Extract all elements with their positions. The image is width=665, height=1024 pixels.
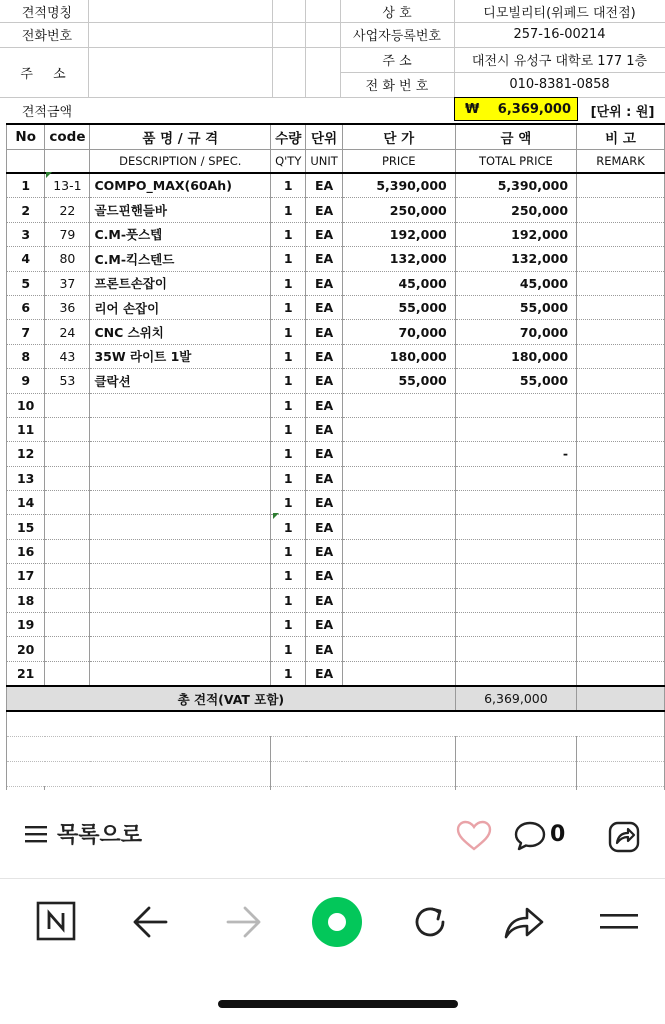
table-row — [7, 247, 665, 271]
blank-cell — [7, 737, 271, 762]
blank-cell — [577, 737, 665, 762]
row-qty: 1 — [271, 344, 306, 368]
currency-symbol: ₩ — [465, 101, 480, 117]
col-price: 단 가 — [342, 124, 455, 150]
row-qty: 1 — [271, 515, 306, 539]
label-business-number: 사업자등록번호 — [353, 29, 441, 44]
app-bottom-area — [0, 790, 665, 1024]
company-address: 대전시 유성구 대학로 177 1층 — [471, 54, 648, 69]
row-code: 22 — [45, 198, 90, 222]
row-price: 55,000 — [342, 369, 455, 393]
row-description — [90, 613, 271, 637]
row-total: 192,000 — [455, 222, 576, 246]
col-code-en — [45, 150, 90, 174]
row-number: 10 — [7, 393, 45, 417]
total-value: 6,369,000 — [455, 686, 576, 711]
row-unit: EA — [306, 637, 342, 661]
estimate-table — [6, 123, 665, 790]
row-description — [90, 564, 271, 588]
col-price-en: PRICE — [342, 150, 455, 174]
row-qty: 1 — [271, 222, 306, 246]
row-number: 14 — [7, 491, 45, 515]
row-code: 43 — [45, 344, 90, 368]
col-unit: 단위 — [306, 124, 342, 150]
row-description — [90, 661, 271, 686]
row-qty: 1 — [271, 661, 306, 686]
comment-count: 0 — [550, 822, 566, 847]
row-number: 8 — [7, 344, 45, 368]
row-price — [342, 491, 455, 515]
row-qty: 1 — [271, 588, 306, 612]
row-price — [342, 661, 455, 686]
blank-cell — [455, 737, 576, 762]
row-price: 192,000 — [342, 222, 455, 246]
row-number: 3 — [7, 222, 45, 246]
row-price: 180,000 — [342, 344, 455, 368]
row-qty: 1 — [271, 442, 306, 466]
row-code — [45, 539, 90, 563]
row-number: 20 — [7, 637, 45, 661]
row-unit: EA — [306, 369, 342, 393]
row-total — [455, 588, 576, 612]
row-description: C.M-킥스텐드 — [90, 247, 271, 271]
table-row — [7, 637, 665, 661]
row-qty: 1 — [271, 613, 306, 637]
table-row — [7, 588, 665, 612]
row-total — [455, 564, 576, 588]
row-number: 19 — [7, 613, 45, 637]
row-number: 13 — [7, 466, 45, 490]
table-row — [7, 539, 665, 563]
col-no: No — [7, 124, 45, 150]
row-code — [45, 515, 90, 539]
row-code: 80 — [45, 247, 90, 271]
row-unit: EA — [306, 442, 342, 466]
table-row — [7, 295, 665, 319]
col-no-en — [7, 150, 45, 174]
row-price: 250,000 — [342, 198, 455, 222]
row-code — [45, 491, 90, 515]
cell-comment-marker — [46, 172, 52, 178]
estimate-amount-box — [454, 97, 578, 121]
row-qty: 1 — [271, 539, 306, 563]
row-qty: 1 — [271, 198, 306, 222]
col-remark: 비 고 — [577, 124, 665, 150]
col-remark-en: REMARK — [577, 150, 665, 174]
row-qty: 1 — [271, 295, 306, 319]
row-description: 리어 손잡이 — [90, 295, 271, 319]
row-remark — [577, 247, 665, 271]
back-arrow-icon[interactable] — [132, 905, 168, 939]
row-code — [45, 588, 90, 612]
row-unit: EA — [306, 466, 342, 490]
home-circle-icon[interactable] — [311, 896, 363, 948]
blank-cell — [271, 762, 456, 787]
row-unit: EA — [306, 295, 342, 319]
row-qty: 1 — [271, 320, 306, 344]
row-total: 5,390,000 — [455, 173, 576, 198]
row-description: C.M-풋스텝 — [90, 222, 271, 246]
row-price — [342, 539, 455, 563]
row-code — [45, 442, 90, 466]
col-total-en: TOTAL PRICE — [455, 150, 576, 174]
row-code: 53 — [45, 369, 90, 393]
row-remark — [577, 442, 665, 466]
row-remark — [577, 198, 665, 222]
row-price — [342, 637, 455, 661]
company-phone: 010-8381-0858 — [509, 77, 610, 92]
row-total: 45,000 — [455, 271, 576, 295]
row-unit: EA — [306, 320, 342, 344]
row-total: 55,000 — [455, 369, 576, 393]
table-row — [7, 271, 665, 295]
row-remark — [577, 588, 665, 612]
row-total — [455, 515, 576, 539]
row-code: 24 — [45, 320, 90, 344]
row-unit: EA — [306, 588, 342, 612]
table-row — [7, 417, 665, 441]
row-unit: EA — [306, 393, 342, 417]
table-row — [7, 344, 665, 368]
blank-cell — [577, 762, 665, 787]
row-unit: EA — [306, 564, 342, 588]
row-price — [342, 393, 455, 417]
total-row — [7, 686, 665, 711]
row-unit: EA — [306, 661, 342, 686]
table-row — [7, 198, 665, 222]
row-number: 1 — [7, 173, 45, 198]
row-total: 250,000 — [455, 198, 576, 222]
comment-icon[interactable] — [513, 820, 547, 852]
row-qty: 1 — [271, 491, 306, 515]
table-row — [7, 442, 665, 466]
row-total — [455, 466, 576, 490]
table-row — [7, 173, 665, 198]
label-company: 상 호 — [382, 5, 412, 21]
row-total — [455, 417, 576, 441]
row-remark — [577, 515, 665, 539]
row-total — [455, 613, 576, 637]
row-number: 21 — [7, 661, 45, 686]
row-total: 132,000 — [455, 247, 576, 271]
row-qty: 1 — [271, 417, 306, 441]
refresh-icon[interactable] — [410, 902, 450, 942]
menu-icon — [25, 825, 47, 843]
row-remark — [577, 491, 665, 515]
row-price — [342, 564, 455, 588]
row-unit: EA — [306, 173, 342, 198]
row-total — [455, 539, 576, 563]
col-qty-en: Q'TY — [271, 150, 306, 174]
row-code: 37 — [45, 271, 90, 295]
table-row — [7, 661, 665, 686]
row-remark — [577, 539, 665, 563]
table-row — [7, 491, 665, 515]
blank-cell — [7, 711, 665, 737]
blank-cell — [455, 762, 576, 787]
row-price — [342, 466, 455, 490]
col-qty: 수량 — [271, 124, 306, 150]
row-total: 180,000 — [455, 344, 576, 368]
total-remark — [577, 686, 665, 711]
row-total — [455, 491, 576, 515]
post-toolbar — [0, 790, 665, 879]
estimate-amount-value: 6,369,000 — [497, 101, 571, 117]
row-description: COMPO_MAX(60Ah) — [90, 173, 271, 198]
row-remark — [577, 637, 665, 661]
home-indicator[interactable] — [218, 1000, 458, 1008]
row-unit: EA — [306, 515, 342, 539]
row-number: 2 — [7, 198, 45, 222]
row-remark — [577, 295, 665, 319]
row-description — [90, 588, 271, 612]
forward-arrow-icon[interactable] — [226, 905, 262, 939]
estimate-header — [0, 0, 665, 123]
table-row — [7, 466, 665, 490]
row-total — [455, 393, 576, 417]
unit-note: [단위 : 원] — [590, 104, 655, 120]
row-remark — [577, 369, 665, 393]
share-icon[interactable] — [607, 820, 641, 854]
label-estimate-amount: 견적금액 — [21, 104, 73, 120]
col-unit-en: UNIT — [306, 150, 342, 174]
row-price — [342, 442, 455, 466]
row-description — [90, 539, 271, 563]
row-code: 79 — [45, 222, 90, 246]
row-qty: 1 — [271, 271, 306, 295]
row-description — [90, 393, 271, 417]
naver-n-icon[interactable] — [36, 901, 76, 941]
row-code — [45, 393, 90, 417]
row-total — [455, 661, 576, 686]
row-number: 12 — [7, 442, 45, 466]
row-unit: EA — [306, 491, 342, 515]
row-code — [45, 564, 90, 588]
row-total — [455, 637, 576, 661]
row-number: 16 — [7, 539, 45, 563]
row-qty: 1 — [271, 466, 306, 490]
row-code — [45, 417, 90, 441]
table-header-kr — [7, 124, 665, 150]
row-remark — [577, 613, 665, 637]
row-number: 7 — [7, 320, 45, 344]
row-description — [90, 417, 271, 441]
row-description — [90, 515, 271, 539]
row-qty: 1 — [271, 564, 306, 588]
row-price: 5,390,000 — [342, 173, 455, 198]
table-header-en — [7, 150, 665, 174]
row-number: 17 — [7, 564, 45, 588]
table-row — [7, 613, 665, 637]
hamburger-icon[interactable] — [600, 912, 638, 932]
table-row — [7, 564, 665, 588]
row-description — [90, 637, 271, 661]
row-unit: EA — [306, 613, 342, 637]
row-qty: 1 — [271, 369, 306, 393]
row-total: 55,000 — [455, 295, 576, 319]
label-company-phone: 전 화 번 호 — [365, 79, 429, 94]
row-price — [342, 613, 455, 637]
row-remark — [577, 320, 665, 344]
col-description: 품 명 / 규 격 — [90, 124, 271, 150]
row-qty: 1 — [271, 173, 306, 198]
row-price — [342, 515, 455, 539]
blank-row — [7, 737, 665, 762]
row-code — [45, 661, 90, 686]
total-label: 총 견적(VAT 포함) — [7, 686, 456, 711]
label-estimate-name: 견적명칭 — [21, 5, 73, 21]
row-qty: 1 — [271, 393, 306, 417]
row-description — [90, 442, 271, 466]
row-code — [45, 613, 90, 637]
table-row — [7, 222, 665, 246]
row-price: 55,000 — [342, 295, 455, 319]
row-description: CNC 스위치 — [90, 320, 271, 344]
label-address: 주 소 — [20, 66, 74, 82]
business-number: 257-16-00214 — [513, 27, 606, 42]
row-remark — [577, 173, 665, 198]
row-description: 프론트손잡이 — [90, 271, 271, 295]
row-qty: 1 — [271, 247, 306, 271]
row-description — [90, 491, 271, 515]
label-company-address: 주 소 — [382, 54, 412, 69]
row-remark — [577, 222, 665, 246]
row-number: 18 — [7, 588, 45, 612]
row-code — [45, 466, 90, 490]
heart-icon[interactable] — [456, 820, 492, 852]
row-qty: 1 — [271, 637, 306, 661]
row-number: 6 — [7, 295, 45, 319]
col-description-en: DESCRIPTION / SPEC. — [90, 150, 271, 174]
row-unit: EA — [306, 344, 342, 368]
row-remark — [577, 661, 665, 686]
row-remark — [577, 417, 665, 441]
row-unit: EA — [306, 222, 342, 246]
row-description — [90, 466, 271, 490]
col-code: code — [45, 124, 90, 150]
label-phone: 전화번호 — [21, 29, 73, 44]
row-code: 13-1 — [45, 173, 90, 198]
company-name: 디모빌리티(위페드 대전점) — [483, 5, 636, 21]
row-remark — [577, 271, 665, 295]
row-number: 5 — [7, 271, 45, 295]
row-price — [342, 417, 455, 441]
row-total: 70,000 — [455, 320, 576, 344]
row-remark — [577, 344, 665, 368]
blank-row — [7, 762, 665, 787]
row-unit: EA — [306, 271, 342, 295]
row-price: 45,000 — [342, 271, 455, 295]
row-remark — [577, 393, 665, 417]
row-price — [342, 588, 455, 612]
row-code — [45, 637, 90, 661]
row-description: 35W 라이트 1발 — [90, 344, 271, 368]
row-remark — [577, 564, 665, 588]
table-row — [7, 369, 665, 393]
row-description: 골드핀핸들바 — [90, 198, 271, 222]
back-to-list-button[interactable] — [25, 818, 142, 849]
blank-cell — [271, 737, 456, 762]
row-unit: EA — [306, 539, 342, 563]
row-total: - — [455, 442, 576, 466]
row-unit: EA — [306, 247, 342, 271]
row-description: 클락션 — [90, 369, 271, 393]
row-number: 11 — [7, 417, 45, 441]
row-unit: EA — [306, 417, 342, 441]
row-number: 9 — [7, 369, 45, 393]
blank-row — [7, 711, 665, 737]
row-number: 4 — [7, 247, 45, 271]
row-price: 132,000 — [342, 247, 455, 271]
share-arrow-icon[interactable] — [503, 904, 545, 940]
row-unit: EA — [306, 198, 342, 222]
row-number: 15 — [7, 515, 45, 539]
cell-comment-marker — [273, 513, 279, 519]
browser-nav-bar — [0, 878, 665, 978]
row-code: 36 — [45, 295, 90, 319]
table-row — [7, 393, 665, 417]
col-total: 금 액 — [455, 124, 576, 150]
table-row — [7, 320, 665, 344]
blank-cell — [7, 762, 271, 787]
row-price: 70,000 — [342, 320, 455, 344]
back-to-list-label: 목록으로 — [57, 823, 143, 848]
row-remark — [577, 466, 665, 490]
table-row — [7, 515, 665, 539]
